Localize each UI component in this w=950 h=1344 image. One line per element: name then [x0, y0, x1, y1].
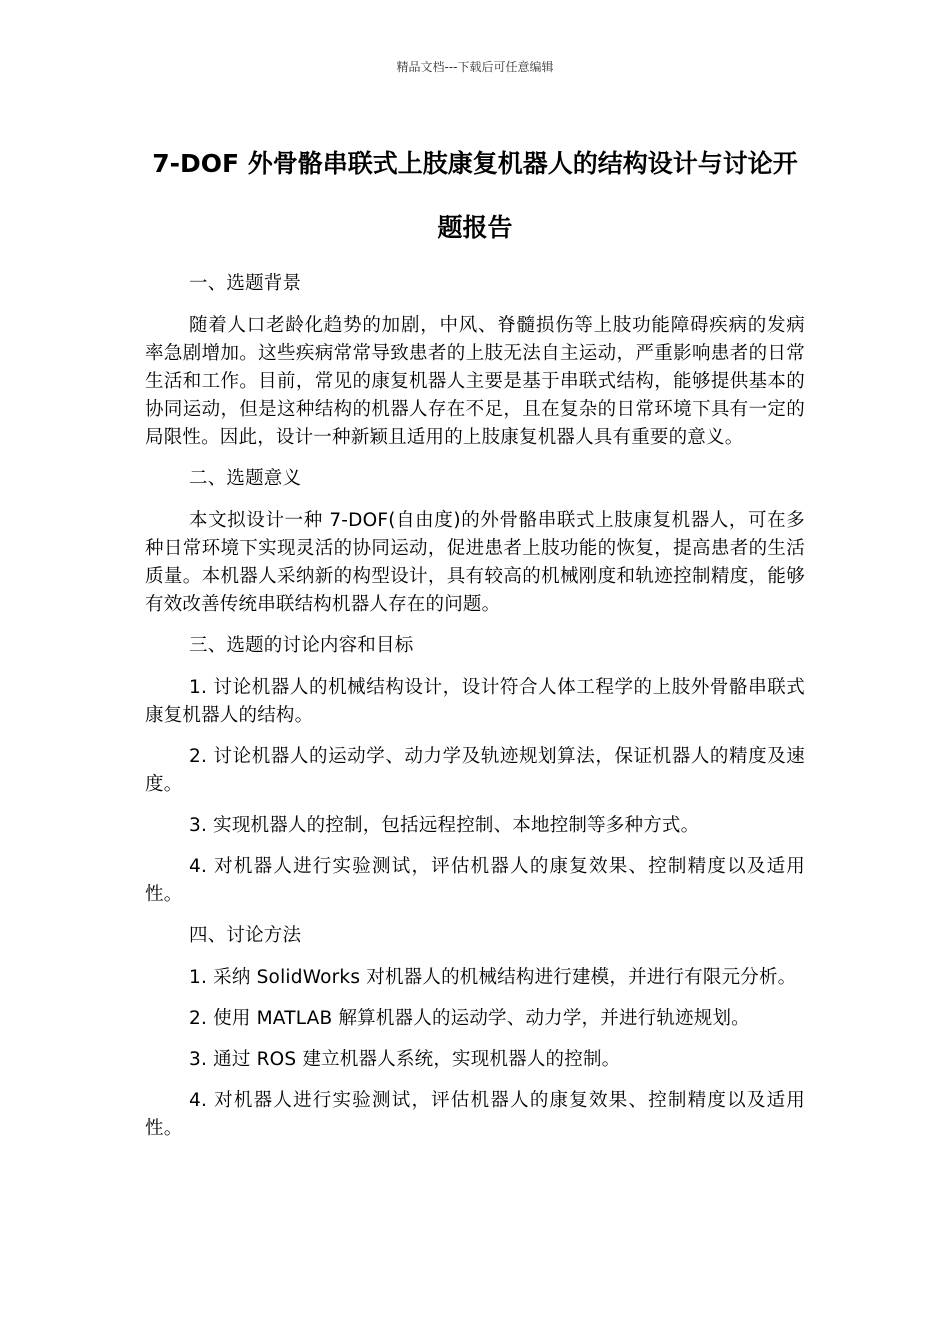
section-heading: 二、选题意义 — [189, 468, 302, 489]
list-item: 3. 实现机器人的控制，包括远程控制、本地控制等多种方式。 — [189, 815, 700, 836]
document-title: 7-DOF 外骨骼串联式上肢康复机器人的结构设计与讨论开题报告 — [152, 149, 798, 242]
page-header: 精品文档---下载后可任意编辑 — [396, 60, 554, 74]
list-item: 4. 对机器人进行实验测试，评估机器人的康复效果、控制精度以及适用性。 — [145, 1090, 805, 1139]
list-item: 2. 使用 MATLAB 解算机器人的运动学、动力学，并进行轨迹规划。 — [189, 1008, 750, 1029]
section-methods — [145, 922, 805, 1143]
list-item: 1. 采纳 SolidWorks 对机器人的机械结构进行建模，并进行有限元分析。 — [189, 967, 797, 988]
list-item: 1. 讨论机器人的机械结构设计，设计符合人体工程学的上肢外骨骼串联式康复机器人的结构。 — [145, 677, 805, 726]
section-heading: 四、讨论方法 — [189, 925, 302, 946]
list-item: 2. 讨论机器人的运动学、动力学及轨迹规划算法，保证机器人的精度及速度。 — [145, 746, 805, 795]
document-body — [145, 270, 805, 1156]
paragraph: 随着人口老龄化趋势的加剧，中风、脊髓损伤等上肢功能障碍疾病的发病率急剧增加。这些疾病常常导致患者的上肢无法自主运动，严重影响患者的日常生活和工作。目前，常见的康复机器人主要是基于串联式结构，能够提供基本的协同运动，但是这种结构的机器人存在不足，且在复杂的日常环境下具有一定的局限性。因此，设计一种新颖且适用的上肢康复机器人具有重要的意义。 — [145, 315, 805, 448]
section-background — [145, 270, 805, 452]
section-heading: 三、选题的讨论内容和目标 — [189, 635, 414, 656]
section-heading: 一、选题背景 — [189, 273, 302, 294]
list-item: 3. 通过 ROS 建立机器人系统，实现机器人的控制。 — [189, 1049, 621, 1070]
paragraph: 本文拟设计一种 7-DOF(自由度)的外骨骼串联式上肢康复机器人，可在多种日常环境下实现灵活的协同运动，促进患者上肢功能的恢复，提高患者的生活质量。本机器人采纳新的构型设计，具有较高的机械刚度和轨迹控制精度，能够有效改善传统串联结构机器人存在的问题。 — [145, 510, 805, 615]
section-significance — [145, 465, 805, 619]
list-item: 4. 对机器人进行实验测试，评估机器人的康复效果、控制精度以及适用性。 — [145, 856, 805, 905]
section-content-goals — [145, 632, 805, 909]
